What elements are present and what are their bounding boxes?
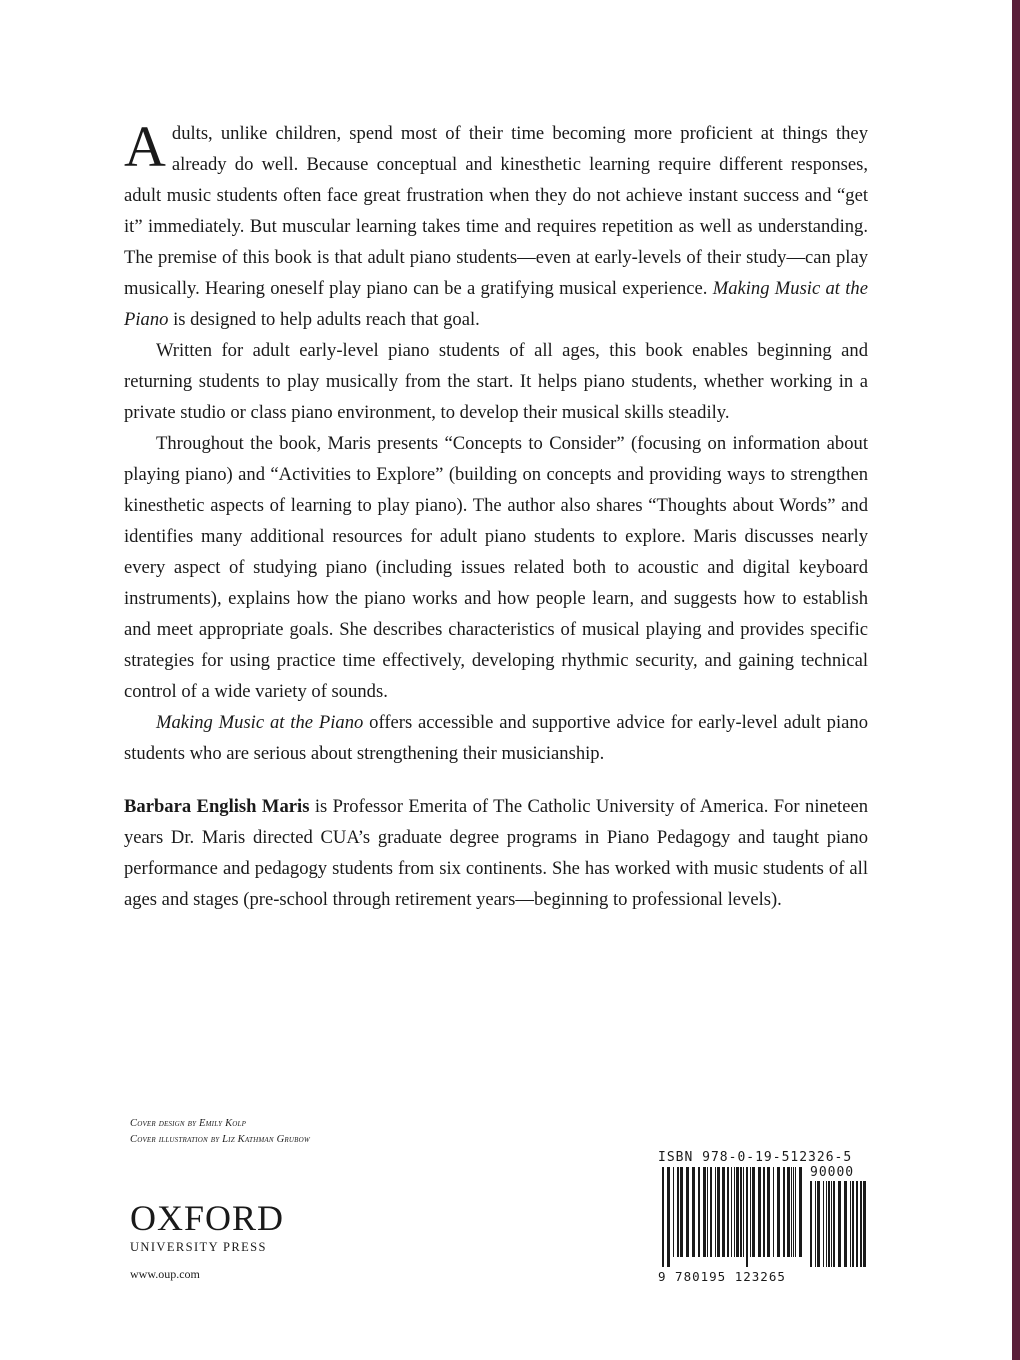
author-bio xyxy=(124,791,868,915)
barcode-bar xyxy=(795,1167,796,1257)
barcode-bar xyxy=(673,1167,674,1257)
barcode-bar xyxy=(838,1181,841,1267)
barcode-bar xyxy=(787,1167,790,1257)
barcode-bar xyxy=(662,1167,664,1267)
barcode-bar xyxy=(750,1167,751,1257)
barcode-bar xyxy=(710,1167,712,1257)
barcode-bar xyxy=(793,1167,794,1257)
barcode-bar xyxy=(715,1167,716,1257)
publisher-press: UNIVERSITY PRESS xyxy=(130,1240,267,1254)
barcode-graphic xyxy=(658,1165,870,1284)
back-cover-text xyxy=(124,114,869,915)
isbn-number: ISBN 978-0-19-512326-5 xyxy=(658,1150,853,1165)
barcode-bar xyxy=(863,1181,866,1267)
blurb-p1-end: is designed to help adults reach that goal. xyxy=(168,309,480,330)
blurb-paragraph-1 xyxy=(124,114,868,335)
barcode-digits: 9 780195 123265 xyxy=(658,1269,786,1284)
barcode-bars-main xyxy=(662,1167,802,1267)
barcode-bar xyxy=(667,1167,670,1267)
blurb-paragraph-4 xyxy=(124,707,868,769)
barcode-bar xyxy=(734,1167,735,1257)
barcode-bar xyxy=(680,1167,683,1257)
isbn-barcode xyxy=(658,1150,870,1284)
barcode-bar xyxy=(727,1167,729,1257)
barcode-bar xyxy=(707,1167,708,1257)
barcode-bar xyxy=(828,1181,830,1267)
barcode-bar xyxy=(740,1167,742,1257)
publisher-name: OXFORD xyxy=(130,1198,285,1238)
barcode-bar xyxy=(758,1167,761,1257)
cover-credits xyxy=(130,1116,310,1148)
barcode-bar xyxy=(686,1167,689,1257)
barcode-bar xyxy=(844,1181,847,1267)
barcode-bar xyxy=(763,1167,765,1257)
barcode-bar xyxy=(703,1167,706,1257)
barcode-bar xyxy=(817,1181,820,1267)
barcode-bar xyxy=(823,1181,824,1267)
barcode-bar xyxy=(743,1167,744,1257)
barcode-bars-addon xyxy=(810,1181,870,1267)
book-title-italic-2: Making Music at the Piano xyxy=(156,712,364,733)
author-bio-paragraph xyxy=(124,791,868,915)
barcode-bar xyxy=(856,1181,858,1267)
barcode-bar xyxy=(722,1167,725,1257)
barcode-bar xyxy=(677,1167,679,1257)
publisher-logo xyxy=(130,1200,284,1282)
barcode-bar xyxy=(783,1167,785,1257)
barcode-bar xyxy=(698,1167,700,1257)
barcode-bar xyxy=(852,1181,854,1267)
barcode-bar xyxy=(815,1181,816,1267)
barcode-bar xyxy=(736,1167,739,1257)
blurb-p4-text: offers accessible and supportive advice for early-level adult piano students who are serious about strengthening their musicianship. xyxy=(124,712,868,764)
blurb xyxy=(124,114,868,769)
barcode-bar xyxy=(731,1167,732,1257)
barcode-bar xyxy=(826,1181,827,1267)
barcode-bar xyxy=(767,1167,770,1257)
barcode-bar xyxy=(799,1167,802,1257)
barcode-bar xyxy=(717,1167,720,1257)
drop-cap: A xyxy=(124,114,166,179)
barcode-bar xyxy=(777,1167,780,1257)
barcode-bar xyxy=(791,1167,792,1257)
barcode-bar xyxy=(746,1167,748,1267)
author-name: Barbara English Maris xyxy=(124,796,310,817)
barcode-bar xyxy=(773,1167,774,1257)
author-bio-text: is Professor Emerita of The Catholic University of America. For nineteen years Dr. Maris directed CUA’s graduate degree programs in Piano Pedagogy and taught piano performance and pedagogy students from six continents. She has worked with music students of all ages and stages (pre-school through retirement years—beginning to professional levels). xyxy=(124,796,869,910)
blurb-p1-text: dults, unlike children, spend most of their time becoming more proficient at things they already do well. Because conceptual and kinesthetic learning require different responses, adult music students often face great frustration when they do not achieve instant success and “get it” immediately. But muscular learning takes time and requires repetition as well as understanding. The premise of this book is that adult piano students—even at early-levels of their study—can play musically. Hearing oneself play piano can be a gratifying musical experience. xyxy=(124,123,868,299)
book-title-italic: Making Music at the Piano xyxy=(124,278,868,330)
publisher-url: www.oup.com xyxy=(130,1267,200,1281)
barcode-bar xyxy=(860,1181,862,1267)
barcode-bar xyxy=(850,1181,851,1267)
barcode-bar xyxy=(810,1181,812,1267)
barcode-bar xyxy=(833,1181,835,1267)
spine-edge xyxy=(1012,0,1020,1360)
barcode-bar xyxy=(831,1181,832,1267)
barcode-bar xyxy=(752,1167,755,1257)
blurb-paragraph-2: Written for adult early-level piano students of all ages, this book enables beginning and returning students to play musically from the start. It helps piano students, whether working in a private studio or class piano environment, to develop their musical skills steadily. xyxy=(124,340,868,423)
cover-design-credit: Cover design by Emily Kolp xyxy=(130,1118,247,1129)
price-code: 90000 xyxy=(810,1165,855,1180)
cover-illustration-credit: Cover illustration by Liz Kathman Grubow xyxy=(130,1134,310,1145)
blurb-paragraph-3: Throughout the book, Maris presents “Concepts to Consider” (focusing on information about playing piano) and “Activities to Explore” (building on concepts and providing ways to strengthen kinesthetic aspects of learning to play piano). The author also shares “Thoughts about Words” and identifies many additional resources for adult piano students to explore. Maris discusses nearly every aspect of studying piano (including issues related both to acoustic and digital keyboard instruments), explains how the piano works and how people learn, and suggests how to establish and meet appropriate goals. She describes characteristics of musical playing and provides specific strategies for using practice time effectively, developing rhythmic security, and gaining technical control of a wide variety of sounds. xyxy=(124,433,868,702)
barcode-bar xyxy=(692,1167,695,1257)
